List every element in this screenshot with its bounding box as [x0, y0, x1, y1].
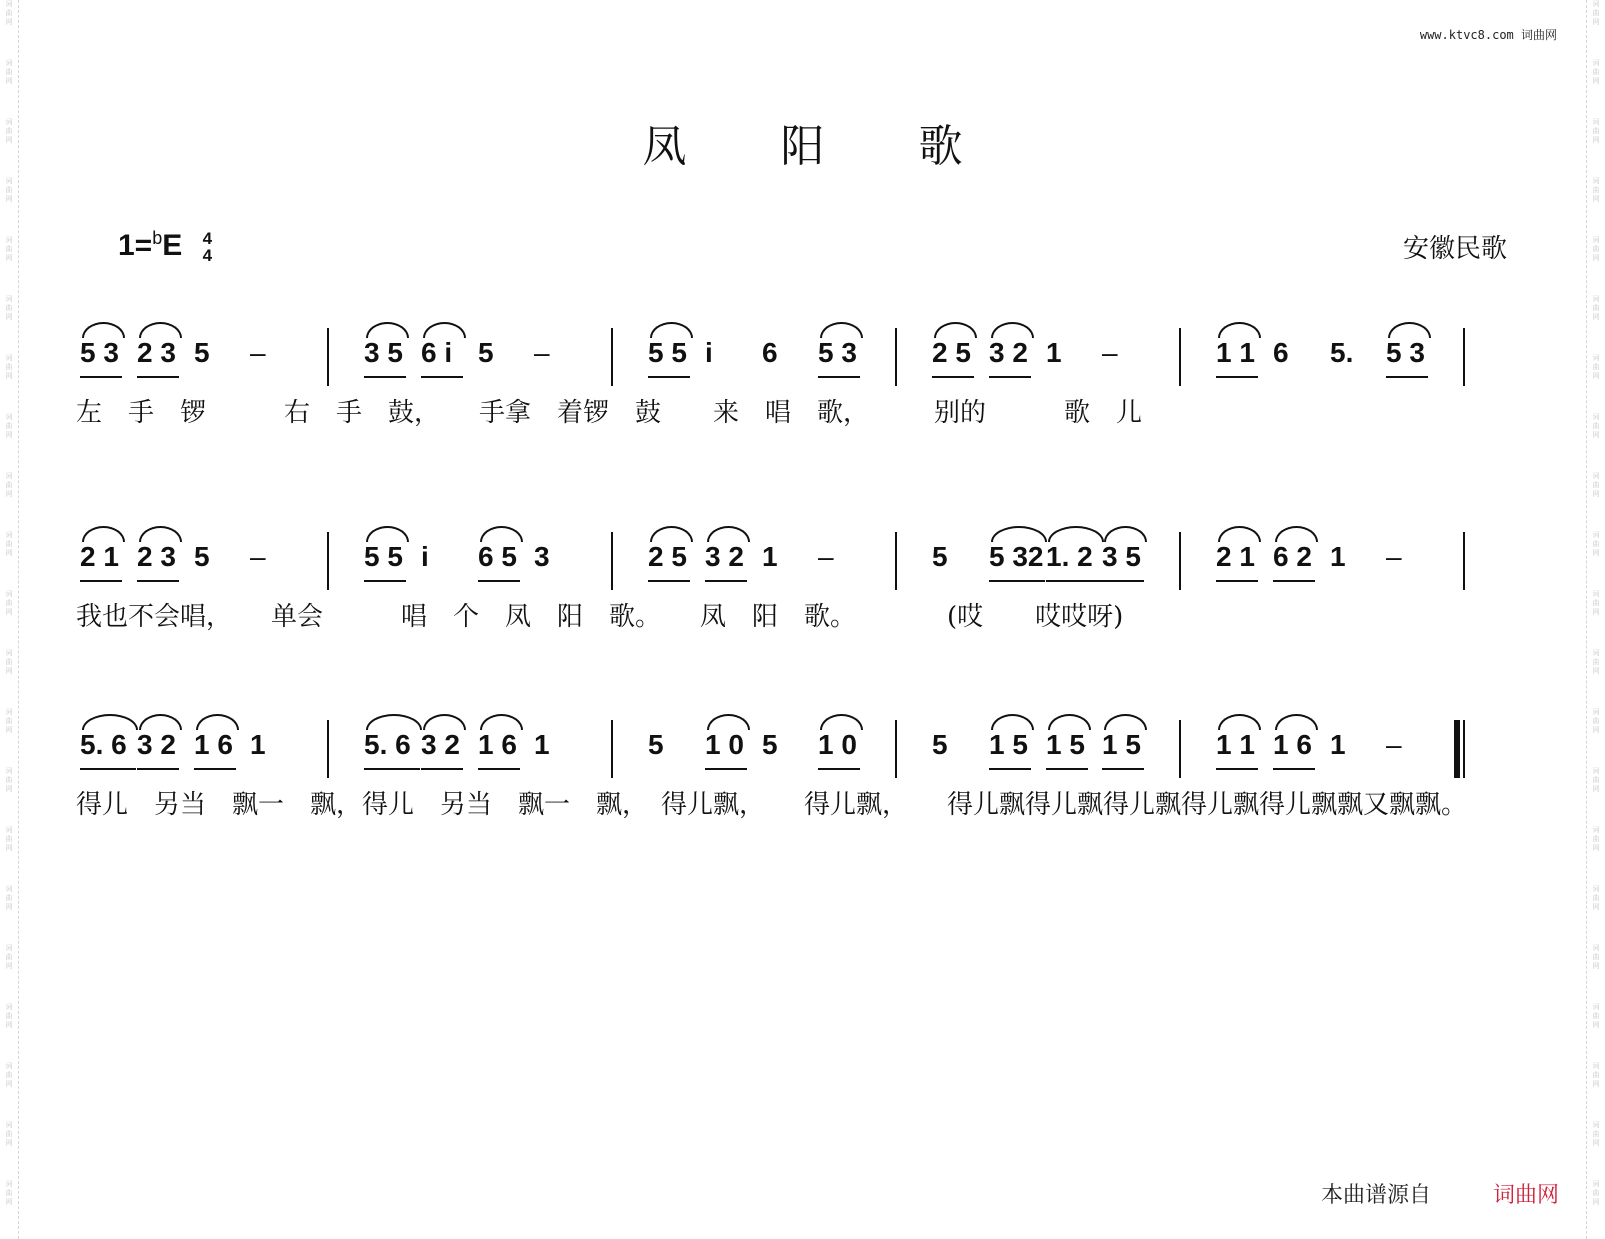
- watermark-text: 词曲网: [5, 354, 13, 380]
- time-signature: [203, 230, 212, 264]
- note-group: 5: [194, 541, 210, 572]
- slur-arc: [139, 322, 182, 338]
- beam-underline: [137, 768, 179, 770]
- slur-arc: [1388, 322, 1431, 338]
- note-extension: –: [1102, 337, 1118, 368]
- note-group: 6 i: [421, 337, 453, 368]
- note-group: 6 2: [1273, 541, 1312, 572]
- watermark-text: 词曲网: [1592, 295, 1600, 321]
- watermark-text: 词曲网: [1592, 590, 1600, 616]
- note-group: 5. 6: [364, 729, 411, 760]
- note-group: 2 3: [137, 541, 176, 572]
- watermark-text: 词曲网: [5, 118, 13, 144]
- watermark-text: 词曲网: [1592, 826, 1600, 852]
- lyrics-row-1: 左 手 锣 右 手 鼓， 手拿 着锣 鼓 来 唱 歌， 别的 歌 儿: [76, 398, 1143, 428]
- barline: [327, 720, 329, 778]
- watermark-text: 词曲网: [1592, 708, 1600, 734]
- note-group: 1 1: [1216, 729, 1255, 760]
- note-group: 5 5: [648, 337, 687, 368]
- barline: [611, 532, 613, 590]
- note-group: 2 5: [648, 541, 687, 572]
- slur-arc: [423, 322, 466, 338]
- note-group: 1: [1330, 541, 1346, 572]
- footer-brand-link[interactable]: 词曲网: [1492, 1183, 1559, 1208]
- barline: [1463, 328, 1465, 386]
- watermark-text: 词曲网: [1592, 885, 1600, 911]
- note-group: 1 1: [1216, 337, 1255, 368]
- note-extension: –: [534, 337, 550, 368]
- note-group: 3: [534, 541, 550, 572]
- watermark-text: 词曲网: [5, 472, 13, 498]
- watermark-text: 词曲网: [5, 1180, 13, 1206]
- note-group: 5.: [1330, 337, 1354, 368]
- note-group: 1: [762, 541, 778, 572]
- watermark-text: 词曲网: [1592, 767, 1600, 793]
- slur-arc: [1048, 714, 1091, 730]
- beam-underline: [421, 768, 463, 770]
- slur-arc: [820, 714, 863, 730]
- watermark-text: 词曲网: [5, 708, 13, 734]
- meter-top: 4: [202, 229, 213, 249]
- beam-underline: [137, 376, 179, 378]
- slur-arc: [934, 322, 977, 338]
- beam-underline: [648, 580, 690, 582]
- watermark-text: 词曲网: [5, 1003, 13, 1029]
- beam-underline: [1216, 580, 1258, 582]
- note-group: 5: [932, 541, 948, 572]
- slur-arc: [423, 714, 466, 730]
- watermark-text: 词曲网: [1592, 472, 1600, 498]
- beam-underline: [1273, 768, 1315, 770]
- slur-arc: [991, 714, 1034, 730]
- slur-arc: [139, 526, 182, 542]
- note-group: 6 5: [478, 541, 517, 572]
- beam-underline: [648, 376, 690, 378]
- note-group: 1: [1330, 729, 1346, 760]
- beam-underline: [1102, 768, 1144, 770]
- notes-row-2: [0, 532, 1605, 592]
- note-group: 1 0: [705, 729, 744, 760]
- watermark-text: 词曲网: [5, 649, 13, 675]
- slur-arc: [707, 526, 750, 542]
- note-group: 5 3: [1386, 337, 1425, 368]
- beam-underline: [364, 376, 406, 378]
- key-letter: E: [162, 229, 183, 262]
- note-group: 2 3: [137, 337, 176, 368]
- beam-underline: [364, 580, 406, 582]
- note-group: 3 2: [137, 729, 176, 760]
- note-group: 3 2: [421, 729, 460, 760]
- watermark-text: 词曲网: [5, 767, 13, 793]
- watermark-text: 词曲网: [5, 177, 13, 203]
- beam-underline: [194, 768, 236, 770]
- note-group: 1 5: [1102, 729, 1141, 760]
- beam-underline: [1216, 768, 1258, 770]
- slur-arc: [82, 714, 138, 730]
- beam-underline: [364, 768, 420, 770]
- note-group: 5: [932, 729, 948, 760]
- note-group: 5 3: [818, 337, 857, 368]
- slur-arc: [1104, 714, 1147, 730]
- beam-underline: [989, 580, 1045, 582]
- note-group: 1: [250, 729, 266, 760]
- note-group: 2 1: [80, 541, 119, 572]
- slur-arc: [991, 526, 1047, 542]
- slur-arc: [1104, 526, 1147, 542]
- note-group: 5: [648, 729, 664, 760]
- slur-arc: [366, 526, 409, 542]
- note-group: 3 5: [364, 337, 403, 368]
- barline: [895, 720, 897, 778]
- note-group: 5 32: [989, 541, 1044, 572]
- slur-arc: [650, 526, 693, 542]
- barline: [1179, 720, 1181, 778]
- watermark-text: 词曲网: [5, 236, 13, 262]
- score-row-3: [0, 720, 1605, 870]
- key-signature: [118, 228, 212, 264]
- beam-underline: [80, 580, 122, 582]
- watermark-text: 词曲网: [5, 1121, 13, 1147]
- beam-underline: [478, 768, 520, 770]
- slur-arc: [1218, 526, 1261, 542]
- slur-arc: [1275, 714, 1318, 730]
- beam-underline: [1046, 768, 1088, 770]
- note-group: 1 6: [1273, 729, 1312, 760]
- beam-underline: [80, 768, 136, 770]
- slur-arc: [1048, 526, 1104, 542]
- watermark-text: 词曲网: [1592, 118, 1600, 144]
- note-group: i: [705, 337, 713, 368]
- score-row-2: [0, 532, 1605, 682]
- watermark-text: 词曲网: [1592, 177, 1600, 203]
- note-extension: –: [250, 541, 266, 572]
- slur-arc: [139, 714, 182, 730]
- note-group: 1. 2: [1046, 541, 1093, 572]
- beam-underline: [478, 580, 520, 582]
- note-group: 3 2: [705, 541, 744, 572]
- note-group: i: [421, 541, 429, 572]
- barline: [327, 328, 329, 386]
- notes-row-1: [0, 328, 1605, 388]
- note-group: 2 5: [932, 337, 971, 368]
- beam-underline: [989, 376, 1031, 378]
- note-extension: –: [1386, 729, 1402, 760]
- note-group: 5: [478, 337, 494, 368]
- watermark-text: 词曲网: [1592, 649, 1600, 675]
- site-mark: www.ktvc8.com 词曲网: [1419, 28, 1557, 42]
- slur-arc: [82, 526, 125, 542]
- watermark-text: 词曲网: [5, 590, 13, 616]
- beam-underline: [80, 376, 122, 378]
- note-group: 5: [762, 729, 778, 760]
- note-group: 1 6: [194, 729, 233, 760]
- note-group: 3 5: [1102, 541, 1141, 572]
- slur-arc: [196, 714, 239, 730]
- watermark-text: 词曲网: [5, 295, 13, 321]
- watermark-text: 词曲网: [5, 59, 13, 85]
- beam-underline: [1046, 580, 1102, 582]
- watermark-text: 词曲网: [1592, 944, 1600, 970]
- beam-underline: [705, 580, 747, 582]
- note-group: 2 1: [1216, 541, 1255, 572]
- slur-arc: [366, 714, 422, 730]
- watermark-text: 词曲网: [1592, 354, 1600, 380]
- slur-arc: [366, 322, 409, 338]
- note-group: 1 6: [478, 729, 517, 760]
- barline: [611, 720, 613, 778]
- note-extension: –: [818, 541, 834, 572]
- barline: [895, 328, 897, 386]
- note-group: 1 5: [1046, 729, 1085, 760]
- note-group: 6: [762, 337, 778, 368]
- watermark-text: 词曲网: [5, 826, 13, 852]
- watermark-text: 词曲网: [1592, 1062, 1600, 1088]
- notes-row-3: [0, 720, 1605, 780]
- note-group: 5: [194, 337, 210, 368]
- note-extension: –: [250, 337, 266, 368]
- footer-source-label: 本曲谱源自: [1320, 1183, 1431, 1208]
- beam-underline: [137, 580, 179, 582]
- score-row-1: [0, 328, 1605, 478]
- watermark-text: 词曲网: [1592, 1003, 1600, 1029]
- key-flat: b: [152, 228, 163, 248]
- beam-underline: [989, 768, 1031, 770]
- key-tonic: 1=: [118, 229, 153, 262]
- slur-arc: [1218, 714, 1261, 730]
- note-group: 1: [1046, 337, 1062, 368]
- barline: [895, 532, 897, 590]
- beam-underline: [1273, 580, 1315, 582]
- barline: [1179, 532, 1181, 590]
- note-group: 1 0: [818, 729, 857, 760]
- watermark-text: 词曲网: [5, 885, 13, 911]
- watermark-text: 词曲网: [5, 531, 13, 557]
- note-group: 1: [534, 729, 550, 760]
- barline: [611, 328, 613, 386]
- watermark-text: 词曲网: [1592, 413, 1600, 439]
- watermark-text: 词曲网: [5, 944, 13, 970]
- watermark-text: 词曲网: [1592, 59, 1600, 85]
- slur-arc: [650, 322, 693, 338]
- note-group: 5. 6: [80, 729, 127, 760]
- watermark-text: 词曲网: [1592, 0, 1600, 26]
- note-group: 5 3: [80, 337, 119, 368]
- beam-underline: [1102, 580, 1144, 582]
- slur-arc: [991, 322, 1034, 338]
- beam-underline: [818, 768, 860, 770]
- beam-underline: [932, 376, 974, 378]
- beam-underline: [421, 376, 463, 378]
- slur-arc: [480, 714, 523, 730]
- barline: [327, 532, 329, 590]
- beam-underline: [818, 376, 860, 378]
- lyrics-row-2: 我也不会唱， 单会 唱 个 凤 阳 歌。 凤 阳 歌。 (哎 哎哎呀): [76, 602, 1124, 632]
- slur-arc: [82, 322, 125, 338]
- lyrics-row-3: 得儿 另当 飘一 飘，得儿 另当 飘一 飘， 得儿飘， 得儿飘， 得儿飘得儿飘得儿飘得儿飘得儿飘飘又飘飘。: [76, 790, 1468, 820]
- final-barline: [1463, 720, 1465, 778]
- slur-arc: [820, 322, 863, 338]
- beam-underline: [1216, 376, 1258, 378]
- watermark-text: 词曲网: [1592, 236, 1600, 262]
- note-group: 1 5: [989, 729, 1028, 760]
- barline: [1463, 532, 1465, 590]
- barline: [1179, 328, 1181, 386]
- beam-underline: [705, 768, 747, 770]
- watermark-text: 词曲网: [5, 0, 13, 26]
- song-title: 凤 阳 歌: [642, 121, 1003, 172]
- watermark-text: 词曲网: [1592, 531, 1600, 557]
- watermark-text: 词曲网: [1592, 1180, 1600, 1206]
- slur-arc: [1218, 322, 1261, 338]
- watermark-text: 词曲网: [1592, 1121, 1600, 1147]
- note-group: 5 5: [364, 541, 403, 572]
- slur-arc: [707, 714, 750, 730]
- note-group: 6: [1273, 337, 1289, 368]
- meter-bottom: 4: [202, 246, 213, 266]
- slur-arc: [1275, 526, 1318, 542]
- note-group: 3 2: [989, 337, 1028, 368]
- song-origin: 安徽民歌: [1402, 234, 1507, 264]
- beam-underline: [1386, 376, 1428, 378]
- watermark-text: 词曲网: [5, 413, 13, 439]
- slur-arc: [480, 526, 523, 542]
- watermark-text: 词曲网: [5, 1062, 13, 1088]
- note-extension: –: [1386, 541, 1402, 572]
